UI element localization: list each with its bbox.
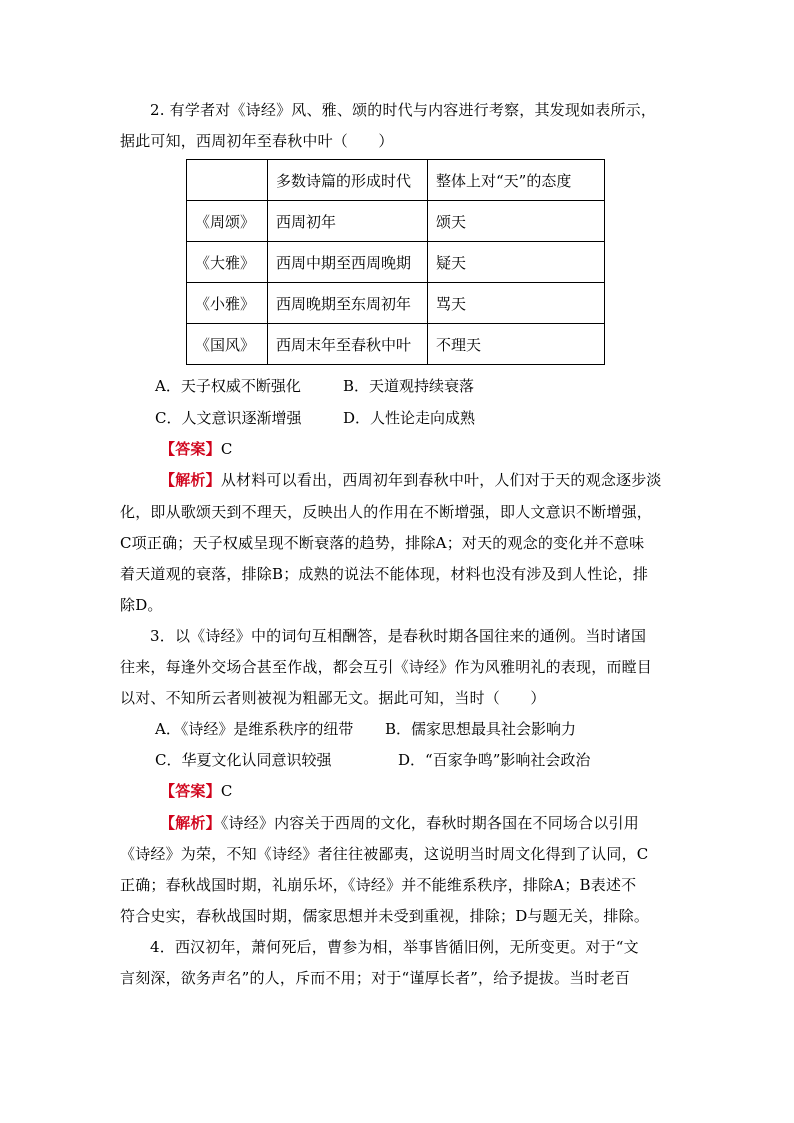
table-header-cell <box>187 160 268 201</box>
table-row <box>187 324 605 365</box>
table-header-cell: 多数诗篇的形成时代 <box>268 160 428 201</box>
q4-stem-line-2: 言刻深，欲务声名”的人，斥而不用；对于“谨厚长者”，给予提拔。当时老百 <box>120 969 631 987</box>
q2-analysis-line-4: 着天道观的衰落，排除B；成熟的说法不能体现，材料也没有涉及到人性论，排 <box>120 565 649 583</box>
answer-tag: 【答案】 <box>160 440 221 458</box>
q3-analysis-line-4: 符合史实，春秋战国时期，儒家思想并未受到重视，排除；D与题无关，排除。 <box>120 907 650 925</box>
table-row <box>187 201 605 242</box>
q2-option-a: A．天子权威不断强化 <box>155 377 301 395</box>
q2-analysis-line-5: 除D。 <box>120 596 163 614</box>
analysis-tag: 【解析】 <box>160 471 221 489</box>
q2-analysis-line-2: 化，即从歌颂天到不理天，反映出人的作用在不断增强，即人文意识不断增强， <box>120 503 653 521</box>
table-cell: 《小雅》 <box>187 283 268 324</box>
table-cell: 《大雅》 <box>187 242 268 283</box>
table-cell: 不理天 <box>428 324 605 365</box>
q2-analysis-line-1 <box>160 470 662 490</box>
q4-stem-line-1: 4．西汉初年，萧何死后，曹参为相，举事皆循旧例，无所变更。对于“文 <box>150 938 639 956</box>
q2-answer-line <box>160 439 233 459</box>
q3-option-c: C．华夏文化认同意识较强 <box>155 751 332 769</box>
q2-analysis-line-3: C项正确；天子权威呈现不断衰落的趋势，排除A；对天的观念的变化并不意味 <box>120 534 645 552</box>
table-cell: 西周晚期至东周初年 <box>268 283 428 324</box>
q2-option-d: D．人性论走向成熟 <box>343 409 476 427</box>
q3-stem-line-2: 往来，每逢外交场合甚至作战，都会互引《诗经》作为风雅明礼的表现，而瞠目 <box>120 658 653 676</box>
table-cell: 西周末年至春秋中叶 <box>268 324 428 365</box>
q3-analysis-line-1 <box>160 813 639 833</box>
table-header-row <box>187 160 605 201</box>
table-header-cell: 整体上对“天”的态度 <box>428 160 605 201</box>
q3-option-a: A．《诗经》是维系秩序的纽带 <box>155 720 354 738</box>
q3-option-b: B．儒家思想最具社会影响力 <box>385 720 577 738</box>
answer-tag: 【答案】 <box>160 782 221 800</box>
q2-option-c: C．人文意识逐渐增强 <box>155 409 302 427</box>
q3-stem-line-3: 以对、不知所云者则被视为粗鄙无文。据此可知，当时（ ） <box>120 689 546 707</box>
table-row <box>187 283 605 324</box>
q3-analysis-line-2: 《诗经》为荣，不知《诗经》者往往被鄙夷，这说明当时周文化得到了认同，C <box>120 845 649 863</box>
analysis-tag: 【解析】 <box>160 814 221 832</box>
table-cell: 《国风》 <box>187 324 268 365</box>
analysis-text: 《诗经》内容关于西周的文化，春秋时期各国在不同场合以引用 <box>220 814 639 832</box>
poetry-survey-table <box>186 159 605 365</box>
table-row <box>187 242 605 283</box>
q2-stem-line-1: 2. 有学者对《诗经》风、雅、颂的时代与内容进行考察，其发现如表所示， <box>150 101 657 119</box>
q3-option-d: D．“百家争鸣”影响社会政治 <box>398 751 591 769</box>
table-cell: 骂天 <box>428 283 605 324</box>
q3-analysis-line-3: 正确；春秋战国时期，礼崩乐坏，《诗经》并不能维系秩序，排除A；B表述不 <box>120 876 637 894</box>
table-cell: 颂天 <box>428 201 605 242</box>
table-cell: 西周初年 <box>268 201 428 242</box>
answer-value: C <box>220 440 233 458</box>
q3-answer-line <box>160 781 233 801</box>
q3-stem-line-1: 3．以《诗经》中的词句互相酬答，是春秋时期各国往来的通例。当时诸国 <box>150 627 647 645</box>
answer-value: C <box>220 782 233 800</box>
table-cell: 西周中期至西周晚期 <box>268 242 428 283</box>
analysis-text: 从材料可以看出，西周初年到春秋中叶，人们对于天的观念逐步淡 <box>220 471 662 489</box>
table-cell: 《周颂》 <box>187 201 268 242</box>
table-cell: 疑天 <box>428 242 605 283</box>
q2-stem-line-2: 据此可知，西周初年至春秋中叶（ ） <box>120 132 394 150</box>
q2-option-b: B．天道观持续衰落 <box>343 377 475 395</box>
